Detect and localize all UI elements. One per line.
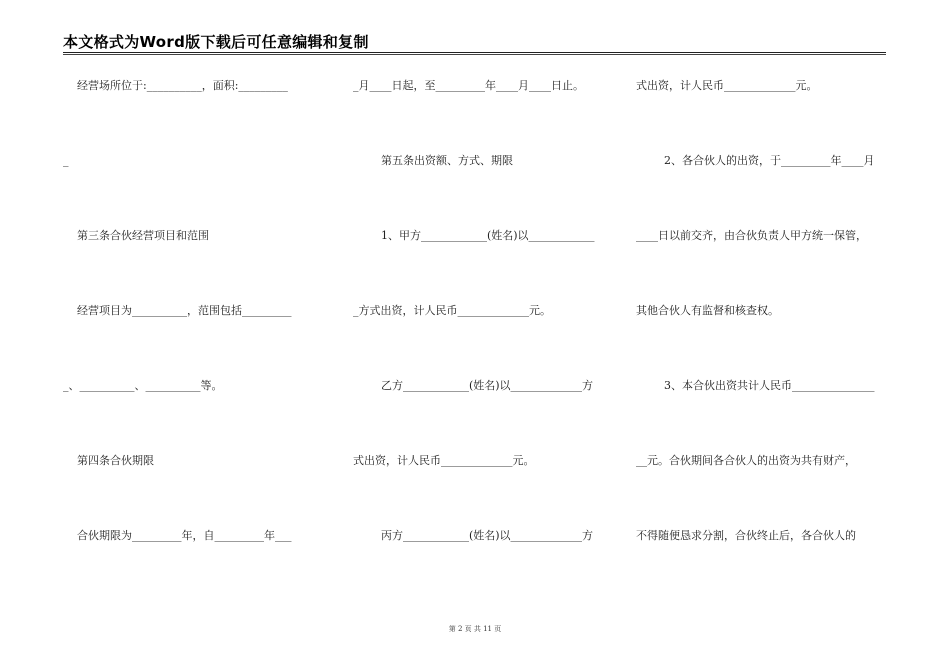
text-line: ____日以前交齐，由合伙负责人甲方统一保管， (636, 229, 867, 242)
text-line: 第三条合伙经营项目和范围 (63, 229, 209, 242)
text-line: 2、各合伙人的出资，于_________年____月 (636, 154, 875, 167)
text-line: 不得随便恳求分割，合伙终止后，各合伙人的 (636, 529, 856, 542)
text-line: 式出资，计人民币_____________元。 (636, 79, 818, 92)
document-header-title: 本文格式为Word版下载后可任意编辑和复制 (63, 33, 369, 51)
page-number-footer: 第 2 页 共 11 页 (448, 625, 502, 633)
text-line: _方式出资，计人民币_____________元。 (353, 304, 551, 317)
text-line: 乙方____________(姓名)以_____________方 (353, 379, 594, 392)
text-line: 其他合伙人有监督和核查权。 (636, 304, 779, 317)
text-line: __元。合伙期间各合伙人的出资为共有财产， (636, 454, 856, 467)
text-line: 式出资，计人民币_____________元。 (353, 454, 535, 467)
text-line: 第五条出资额、方式、期限 (353, 154, 513, 167)
header-divider (63, 52, 886, 55)
text-line: 丙方____________(姓名)以_____________方 (353, 529, 594, 542)
text-line: 合伙期限为_________年，自_________年___ (63, 529, 292, 542)
text-line: _月____日起，至_________年____月____日止。 (353, 79, 584, 92)
text-line: 3、本合伙出资共计人民币_______________ (636, 379, 875, 392)
text-line: 1、甲方____________(姓名)以____________ (353, 229, 595, 242)
text-line: _、__________、__________等。 (63, 379, 223, 392)
text-line: 经营场所位于:__________，面积:_________ (63, 79, 288, 92)
text-line: 第四条合伙期限 (63, 454, 154, 467)
text-line: _ (63, 154, 69, 167)
text-line: 经营项目为__________，范围包括_________ (63, 304, 292, 317)
